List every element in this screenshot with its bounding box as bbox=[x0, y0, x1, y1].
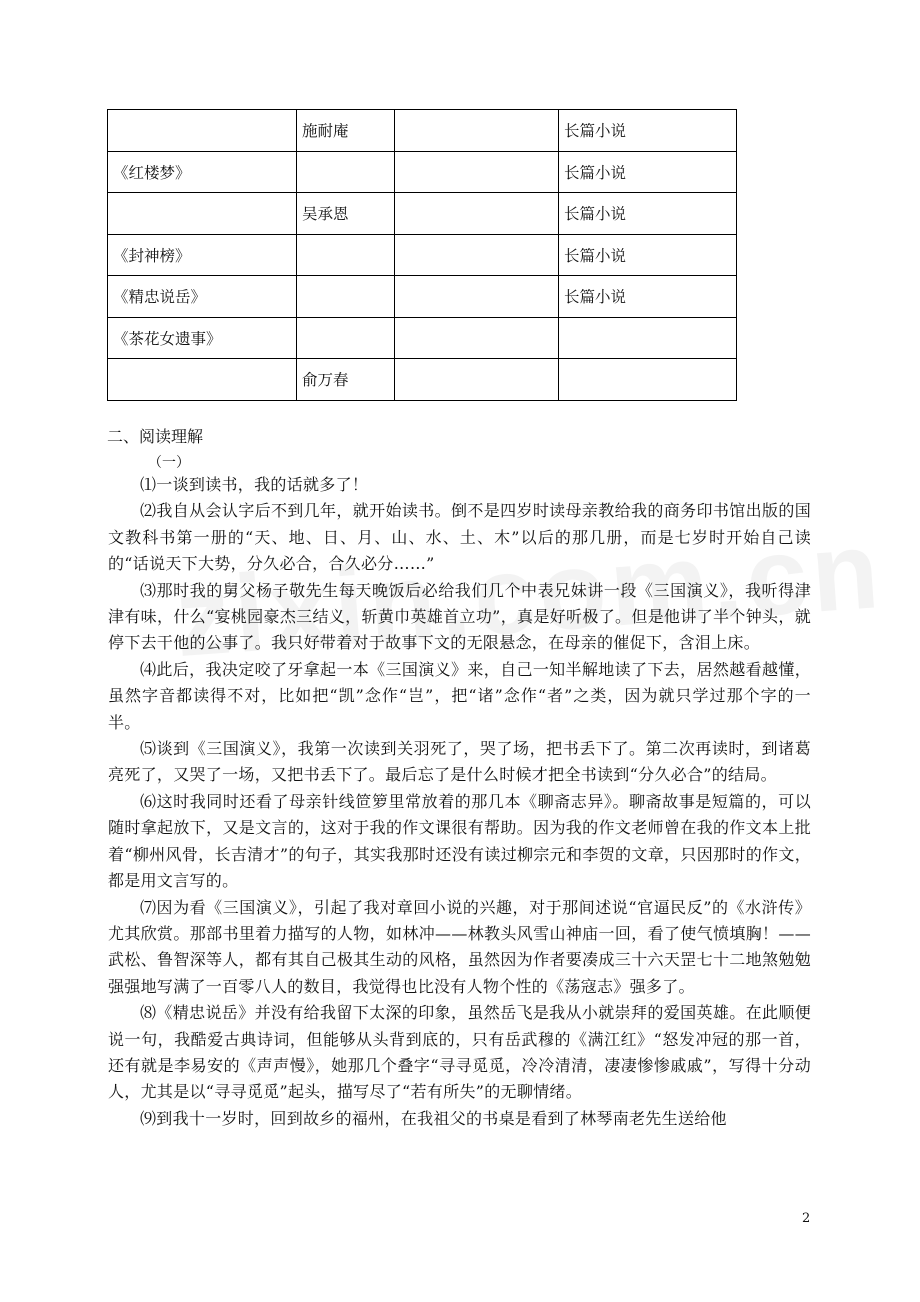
table-cell: 俞万春 bbox=[297, 359, 395, 401]
table-cell: 《茶花女遗事》 bbox=[108, 317, 297, 359]
paragraph-5: ⑸谈到《三国演义》，我第一次读到关羽死了，哭了场，把书丢下了。第二次再读时，到诸葛亮死了，又哭了一场，又把书丢下了。最后忘了是什么时候才把全书读到“分久必合”的结局。 bbox=[108, 739, 811, 785]
table-cell bbox=[297, 276, 395, 318]
table-cell: 长篇小说 bbox=[559, 234, 737, 276]
paragraph-9: ⑼到我十一岁时，回到故乡的福州，在我祖父的书桌是看到了林琴南老先生送给他 bbox=[140, 1108, 727, 1128]
table-cell bbox=[395, 193, 559, 235]
table-row bbox=[108, 193, 737, 235]
table-row bbox=[108, 151, 737, 193]
table-cell bbox=[297, 234, 395, 276]
table-cell bbox=[395, 110, 559, 152]
paragraph-6: ⑹这时我同时还看了母亲针线笸箩里常放着的那几本《聊斋志异》。聊斋故事是短篇的，可以随时拿起放下，又是文言的，这对于我的作文课很有帮助。因为我的作文老师曾在我的作文本上批着“柳州风骨，长吉清才”的句子，其实我那时还没有读过柳宗元和李贺的文章，只因那时的作文，都是用文言写的。 bbox=[108, 791, 811, 891]
table-cell: 《封神榜》 bbox=[108, 234, 297, 276]
table-row bbox=[108, 359, 737, 401]
table-row bbox=[108, 110, 737, 152]
section-title: 二、阅读理解 bbox=[107, 427, 204, 446]
table-cell: 长篇小说 bbox=[559, 110, 737, 152]
table-cell: 施耐庵 bbox=[297, 110, 395, 152]
paragraph-1: ⑴一谈到读书，我的话就多了！ bbox=[140, 475, 369, 494]
table-cell: 长篇小说 bbox=[559, 151, 737, 193]
reading-passage bbox=[108, 472, 811, 1132]
table-cell: 《红楼梦》 bbox=[108, 151, 297, 193]
paragraph-3: ⑶那时我的舅父杨子敬先生每天晚饭后必给我们几个中表兄妹讲一段《三国演义》，我听得津津有味，什么“宴桃园豪杰三结义，斩黄巾英雄首立功”，真是好听极了。但是他讲了半个钟头，就停下去干他的公事了。我只好带着对于故事下文的无限悬念，在母亲的催促下，含泪上床。 bbox=[108, 580, 811, 653]
table-cell bbox=[108, 110, 297, 152]
table-row bbox=[108, 234, 737, 276]
table-cell bbox=[108, 359, 297, 401]
table-cell: 吴承恩 bbox=[297, 193, 395, 235]
table-cell: 长篇小说 bbox=[559, 276, 737, 318]
paragraph-7: ⑺因为看《三国演义》，引起了我对章回小说的兴趣，对于那间述说“官逼民反”的《水浒传》尤其欣赏。那部书里着力描写的人物，如林冲——林教头风雪山神庙一回，看了使气愤填胸！——武松、鲁智深等人，都有其自己极其生动的风格，虽然因为作者要凑成三十六天罡七十二地煞勉勉强强地写满了一百零八人的数目，我觉得也比没有人物个性的《荡寇志》强多了。 bbox=[108, 897, 811, 996]
page-number: 2 bbox=[802, 1211, 811, 1226]
table-cell bbox=[108, 193, 297, 235]
table-cell bbox=[559, 359, 737, 401]
section-subtitle: （一） bbox=[148, 455, 190, 471]
table-cell: 《精忠说岳》 bbox=[108, 276, 297, 318]
table-cell bbox=[395, 151, 559, 193]
table-cell bbox=[559, 317, 737, 359]
table-cell bbox=[395, 317, 559, 359]
table-cell bbox=[395, 234, 559, 276]
paragraph-2: ⑵我自从会认字后不到几年，就开始读书。倒不是四岁时读母亲教给我的商务印书馆出版的国文教科书第一册的“天、地、日、月、山、水、土、木”以后的那几册，而是七岁时开始自己读的“话说天下大势，分久必合，合久必分……” bbox=[108, 501, 811, 574]
paragraph-8: ⑻《精忠说岳》并没有给我留下太深的印象，虽然岳飞是我从小就崇拜的爱国英雄。在此顺便说一句，我酷爱古典诗词，但能够从头背到底的，只有岳武穆的《满江红》“怒发冲冠的那一首，还有就是李易安的《声声慢》，她那几个叠字“寻寻觅觅，冷冷清清，凄凄惨惨戚戚”，写得十分动人，尤其是以“寻寻觅觅”起头，描写尽了“若有所失”的无聊情绪。 bbox=[108, 1003, 811, 1102]
table-cell bbox=[297, 151, 395, 193]
paragraph-4: ⑷此后，我决定咬了牙拿起一本《三国演义》来，自己一知半解地读了下去，居然越看越懂，虽然字音都读得不对，比如把“凯”念作“岂”，把“诸”念作“者”之类，因为就只学过那个字的一半。 bbox=[108, 659, 811, 732]
table-row bbox=[108, 276, 737, 318]
literature-table bbox=[107, 109, 737, 401]
literature-table-body bbox=[108, 110, 737, 401]
table-row bbox=[108, 317, 737, 359]
table-cell: 长篇小说 bbox=[559, 193, 737, 235]
table-cell bbox=[395, 276, 559, 318]
table-cell bbox=[297, 317, 395, 359]
table-cell bbox=[395, 359, 559, 401]
